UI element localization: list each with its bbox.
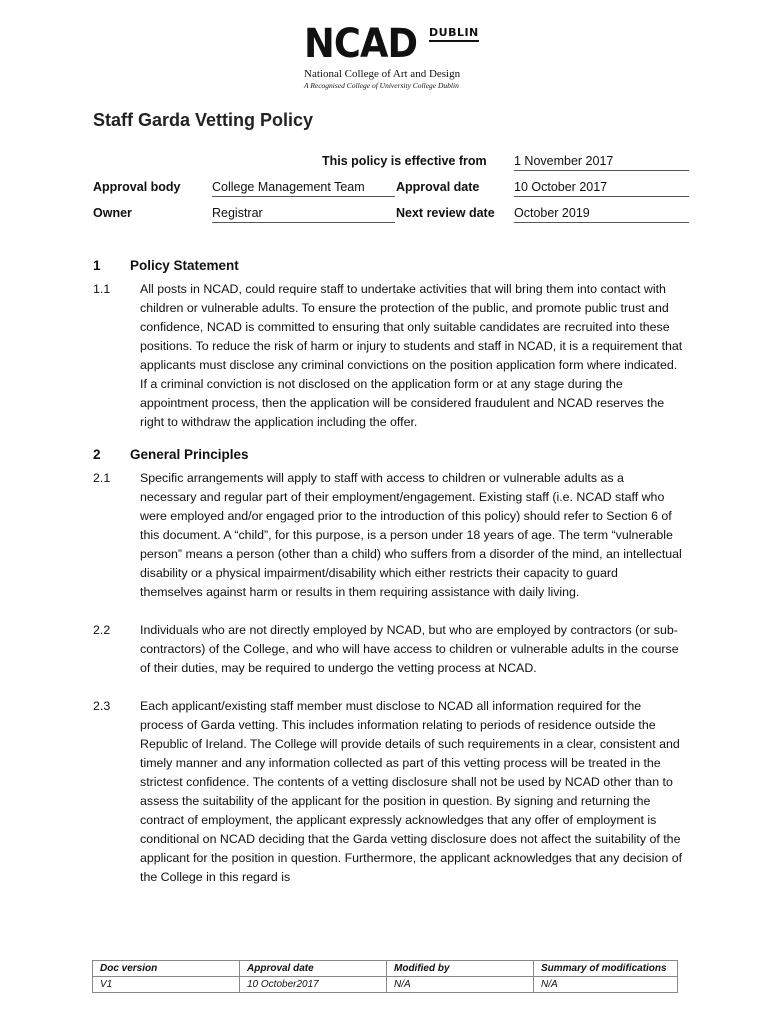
meta-row-approval (93, 176, 693, 202)
owner-value: Registrar (212, 206, 395, 223)
review-date-label: Next review date (396, 206, 495, 220)
cell-modified-by: N/A (387, 977, 534, 993)
section-heading-2 (93, 445, 683, 467)
paragraph-text: Each applicant/existing staff member must disclose to NCAD all information required for the process of Garda vetting. This includes information relating to periods of residence outside the Republic of Ireland. The College will provide details of such requirements in a clear, consistent and timely manner and any information collected as part of this vetting process will be treated in the strictest confidence. The contents of a vetting disclosure shall not be used by NCAD other than to assess the suitability of the applicant for the position in question. By signing and returning the contract of employment, the applicant expressly acknowledges that any offer of employment is conditional on NCAD deciding that the Garda vetting disclosure does not affect the suitability of the applicant for the position in question. Furthermore, the applicant acknowledges that any decision of the College in this regard is (140, 699, 683, 884)
ncad-logo (304, 21, 479, 91)
cell-approval-date: 10 October2017 (240, 977, 387, 993)
footer-header-row (93, 961, 678, 977)
section-title: Policy Statement (130, 258, 239, 273)
paragraph-2-1 (93, 469, 683, 602)
paragraph-2-2 (93, 621, 683, 678)
approval-date-value: 10 October 2017 (514, 180, 689, 197)
section-number: 1 (93, 258, 101, 273)
paragraph-text: All posts in NCAD, could require staff to undertake activities that will bring them into contact with children or vulnerable adults. To ensure the protection of the public, and promote public trust and confidence, NCAD is committed to ensuring that only suitable candidates are recruited into these positions. To reduce the risk of harm or injury to students and staff in NCAD, it is a requirement that applicants must disclose any criminal convictions on the position application form where indicated. If a criminal conviction is not disclosed on the application form or at any stage during the appointment process, then the application will be considered fraudulent and NCAD reserves the right to withdraw the application including the offer. (140, 282, 683, 429)
section-title: General Principles (130, 447, 249, 462)
meta-row-effective (93, 150, 693, 176)
logo-wordmark (304, 21, 479, 67)
cell-summary: N/A (534, 977, 678, 993)
header-summary: Summary of modifications (534, 961, 678, 977)
meta-row-owner (93, 202, 693, 228)
footer-data-row (93, 977, 678, 993)
paragraph-text: Specific arrangements will apply to staff with access to children or vulnerable adults as a necessary and regular part of their employment/engagement. Existing staff (i.e. NCAD staff who were employed and/or engaged prior to the introduction of this policy) should refer to Section 6 of this document. A “child”, for this purpose, is a person under 18 years of age. The term “vulnerable person” means a person (other than a child) who suffers from a disorder of the mind, an intellectual disability or a physical impairment/disability which either restricts their capacity to guard themselves against harm or results in them requiring assistance with daily living. (140, 471, 682, 599)
logo-college-name: National College of Art and Design (304, 68, 461, 80)
paragraph-text: Individuals who are not directly employed by NCAD, but who are employed by contractors (or sub-contractors) of the College, and who will have access to children or vulnerable adults in the course of their duties, may be required to undergo the vetting process at NCAD. (140, 623, 679, 675)
header-approval-date: Approval date (240, 961, 387, 977)
section-number: 2 (93, 447, 101, 462)
paragraph-number: 2.1 (93, 471, 111, 485)
header-modified-by: Modified by (387, 961, 534, 977)
effective-value: 1 November 2017 (514, 154, 689, 171)
paragraph-2-3 (93, 697, 683, 887)
header-doc-version: Doc version (93, 961, 240, 977)
approval-date-label: Approval date (396, 180, 480, 194)
paragraph-number: 2.2 (93, 623, 111, 637)
approval-body-label: Approval body (93, 180, 181, 194)
cell-doc-version: V1 (93, 977, 240, 993)
section-heading-1 (93, 256, 683, 278)
review-date-value: October 2019 (514, 206, 689, 223)
policy-body (93, 256, 683, 887)
logo-dublin-text: DUBLIN (429, 27, 479, 42)
owner-label: Owner (93, 206, 132, 220)
policy-meta-table (93, 150, 693, 228)
effective-label: This policy is effective from (322, 154, 487, 168)
document-title: Staff Garda Vetting Policy (93, 110, 314, 130)
paragraph-number: 2.3 (93, 699, 111, 713)
logo-ncad-text: NCAD (304, 21, 418, 67)
document-control-table (92, 960, 678, 993)
paragraph-number: 1.1 (93, 282, 111, 296)
approval-body-value: College Management Team (212, 180, 395, 197)
logo-tagline: A Recognised College of University College Dublin (304, 81, 459, 90)
paragraph-1-1 (93, 280, 683, 432)
